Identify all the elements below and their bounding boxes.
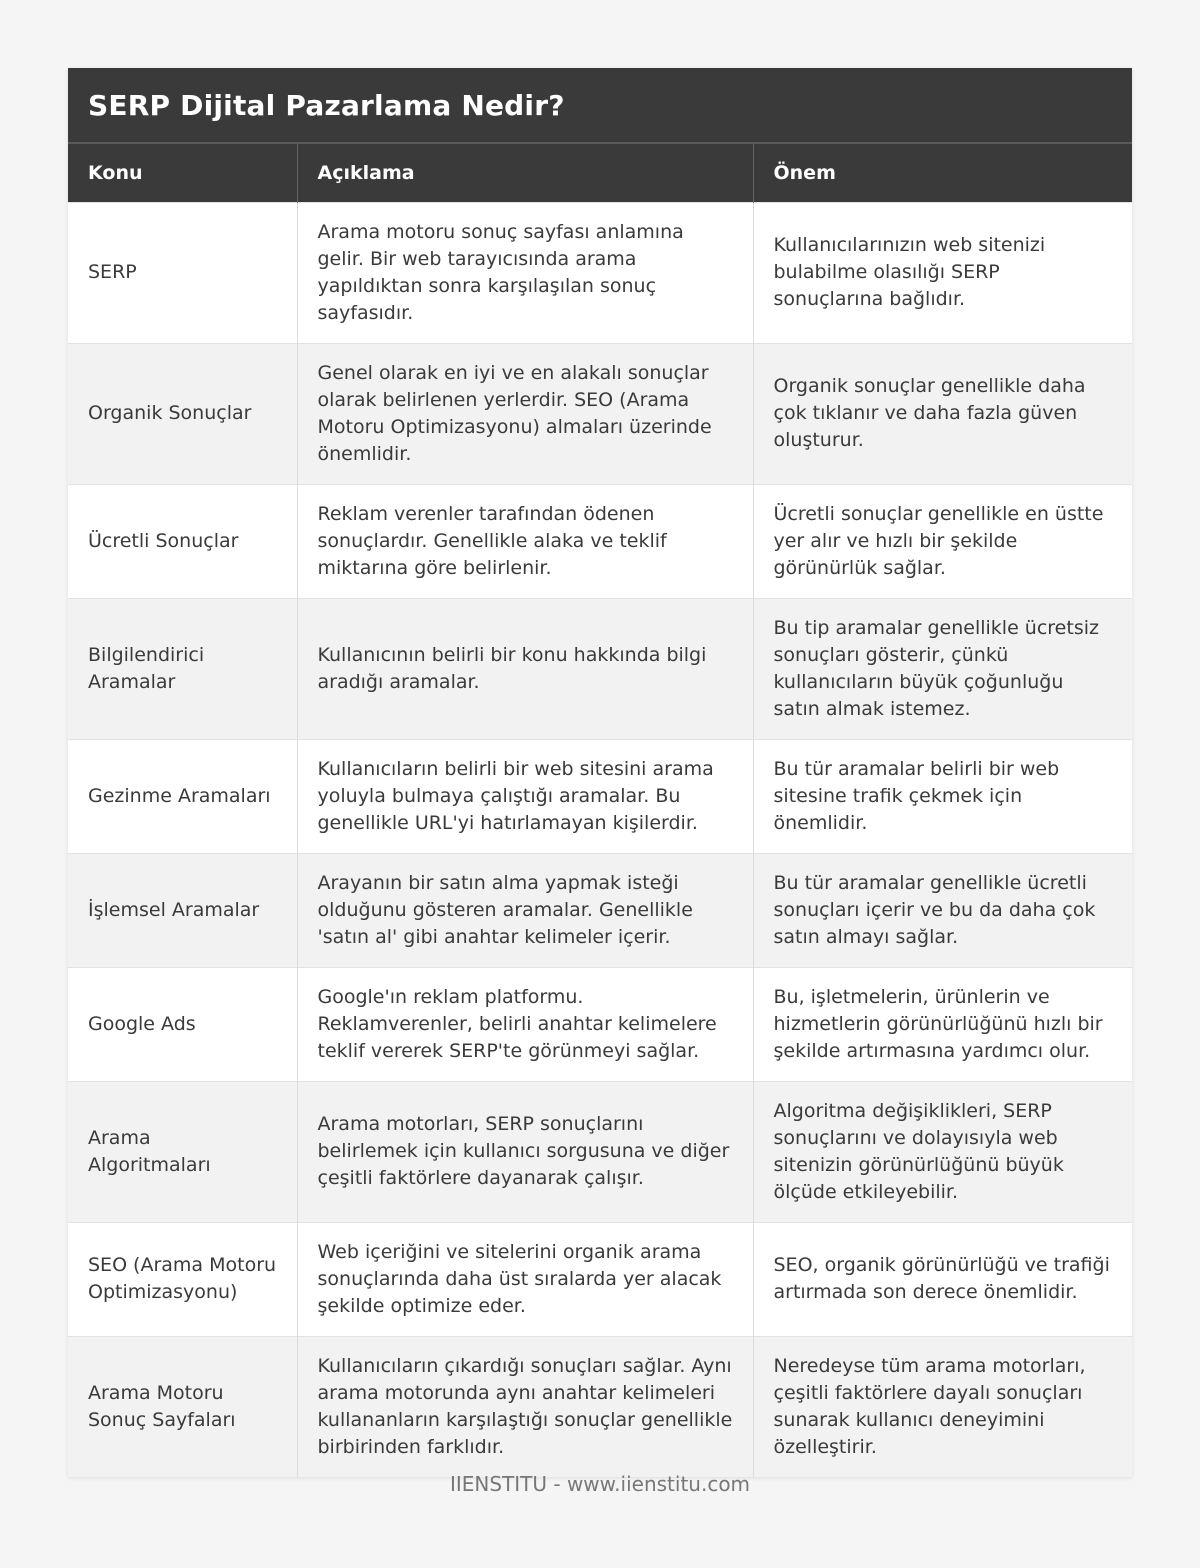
cell-aciklama: Kullanıcının belirli bir konu hakkında bilgi aradığı aramalar. <box>297 598 753 739</box>
cell-aciklama: Kullanıcıların çıkardığı sonuçları sağlar. Aynı arama motorunda aynı anahtar kelimeleri kullananların karşılaştığı sonuçlar genellikle birbirinden farklıdır. <box>297 1336 753 1477</box>
cell-onem: Organik sonuçlar genellikle daha çok tıklanır ve daha fazla güven oluşturur. <box>753 343 1132 484</box>
cell-aciklama: Genel olarak en iyi ve en alakalı sonuçlar olarak belirlenen yerlerdir. SEO (Arama Motoru Optimizasyonu) almaları üzerinde önemlidir. <box>297 343 753 484</box>
cell-konu: Organik Sonuçlar <box>68 343 297 484</box>
cell-konu: Arama Algoritmaları <box>68 1081 297 1222</box>
title-bar <box>68 68 1132 144</box>
cell-onem: Algoritma değişiklikleri, SERP sonuçlarını ve dolayısıyla web sitenizin görünürlüğünü büyük ölçüde etkileyebilir. <box>753 1081 1132 1222</box>
table-header-row <box>68 144 1132 202</box>
cell-aciklama: Arama motorları, SERP sonuçlarını belirlemek için kullanıcı sorgusuna ve diğer çeşitli faktörlere dayanarak çalışır. <box>297 1081 753 1222</box>
cell-konu: Bilgilendirici Aramalar <box>68 598 297 739</box>
cell-onem: Ücretli sonuçlar genellikle en üstte yer alır ve hızlı bir şekilde görünürlük sağlar. <box>753 484 1132 598</box>
column-header-konu: Konu <box>68 144 297 202</box>
table-row <box>68 967 1132 1081</box>
table-row <box>68 739 1132 853</box>
page-title: SERP Dijital Pazarlama Nedir? <box>88 88 565 122</box>
cell-onem: Bu tip aramalar genellikle ücretsiz sonuçları gösterir, çünkü kullanıcıların büyük çoğunluğu satın almak istemez. <box>753 598 1132 739</box>
table-row <box>68 1081 1132 1222</box>
cell-aciklama: Arama motoru sonuç sayfası anlamına gelir. Bir web tarayıcısında arama yapıldıktan sonra karşılaşılan sonuç sayfasıdır. <box>297 202 753 343</box>
cell-aciklama: Arayanın bir satın alma yapmak isteği olduğunu gösteren aramalar. Genellikle 'satın al' gibi anahtar kelimeler içerir. <box>297 853 753 967</box>
cell-onem: Kullanıcılarınızın web sitenizi bulabilme olasılığı SERP sonuçlarına bağlıdır. <box>753 202 1132 343</box>
cell-konu: Gezinme Aramaları <box>68 739 297 853</box>
table-row <box>68 1336 1132 1477</box>
info-table <box>68 144 1132 1477</box>
cell-onem: Bu, işletmelerin, ürünlerin ve hizmetlerin görünürlüğünü hızlı bir şekilde artırmasına yardımcı olur. <box>753 967 1132 1081</box>
column-header-aciklama: Açıklama <box>297 144 753 202</box>
cell-onem: SEO, organik görünürlüğü ve trafiği artırmada son derece önemlidir. <box>753 1222 1132 1336</box>
cell-onem: Bu tür aramalar belirli bir web sitesine trafik çekmek için önemlidir. <box>753 739 1132 853</box>
table-row <box>68 1222 1132 1336</box>
cell-onem: Bu tür aramalar genellikle ücretli sonuçları içerir ve bu da daha çok satın almayı sağlar. <box>753 853 1132 967</box>
cell-konu: Google Ads <box>68 967 297 1081</box>
cell-konu: Arama Motoru Sonuç Sayfaları <box>68 1336 297 1477</box>
table-row <box>68 598 1132 739</box>
cell-konu: İşlemsel Aramalar <box>68 853 297 967</box>
cell-aciklama: Web içeriğini ve sitelerini organik arama sonuçlarında daha üst sıralarda yer alacak şekilde optimize eder. <box>297 1222 753 1336</box>
table-row <box>68 202 1132 343</box>
table-row <box>68 853 1132 967</box>
cell-onem: Neredeyse tüm arama motorları, çeşitli faktörlere dayalı sonuçları sunarak kullanıcı deneyimini özelleştirir. <box>753 1336 1132 1477</box>
cell-konu: SEO (Arama Motoru Optimizasyonu) <box>68 1222 297 1336</box>
table-row <box>68 343 1132 484</box>
info-table-card <box>68 68 1132 1477</box>
cell-aciklama: Google'ın reklam platformu. Reklamverenler, belirli anahtar kelimelere teklif vererek SERP'te görünmeyi sağlar. <box>297 967 753 1081</box>
footer-credit: IIENSTITU - www.iienstitu.com <box>449 1472 751 1496</box>
column-header-onem: Önem <box>753 144 1132 202</box>
cell-aciklama: Kullanıcıların belirli bir web sitesini arama yoluyla bulmaya çalıştığı aramalar. Bu genellikle URL'yi hatırlamayan kişilerdir. <box>297 739 753 853</box>
table-row <box>68 484 1132 598</box>
cell-konu: SERP <box>68 202 297 343</box>
cell-konu: Ücretli Sonuçlar <box>68 484 297 598</box>
cell-aciklama: Reklam verenler tarafından ödenen sonuçlardır. Genellikle alaka ve teklif miktarına göre belirlenir. <box>297 484 753 598</box>
